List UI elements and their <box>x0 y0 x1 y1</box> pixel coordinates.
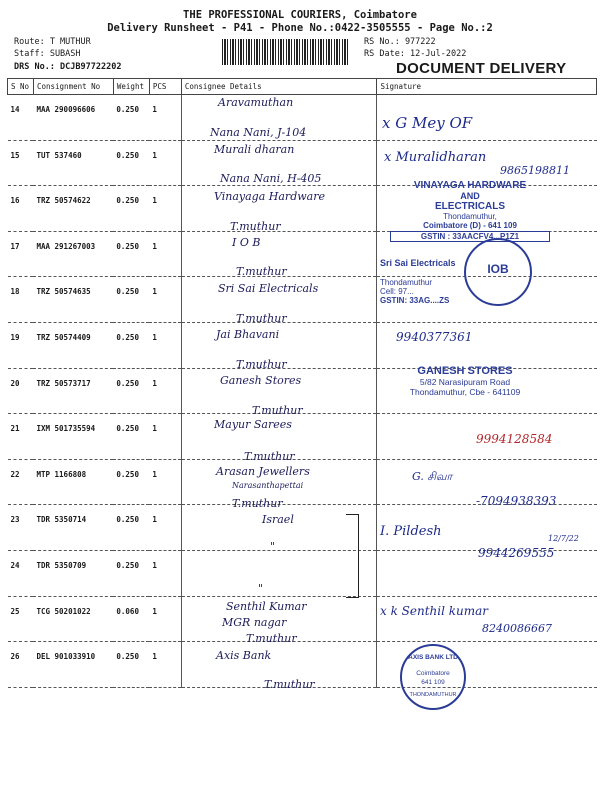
runsheet-subtitle: Delivery Runsheet - P41 - Phone No.:0422-3505555 - Page No.:2 <box>107 22 493 34</box>
consignee-name: Ganesh Stores <box>220 374 302 387</box>
consignee-address: T.muthur <box>230 220 281 233</box>
runsheet-title: THE PROFESSIONAL COURIERS, Coimbatore <box>183 9 417 21</box>
col-sno: S No <box>8 79 34 95</box>
signature: I. Pildesh <box>380 524 442 539</box>
weight-value: 0.250 <box>113 322 149 368</box>
weight-value: 0.250 <box>113 550 149 596</box>
serial-number: 20 <box>8 368 34 414</box>
consignee-address: T.muthur <box>236 312 287 325</box>
signature: x Muralidharan <box>384 150 487 165</box>
consignment-number: TRZ 50574409 <box>33 322 113 368</box>
drs-label: DRS No.: DCJB97722202 <box>14 62 122 72</box>
consignee-name: Vinayaga Hardware <box>214 190 325 203</box>
weight-value: 0.060 <box>113 596 149 642</box>
rs-number: RS No.: 977222 <box>364 37 436 47</box>
date-note: 12/7/22 <box>548 534 579 543</box>
weight-value: 0.250 <box>113 505 149 551</box>
consignee-address: Nana Nani, J-104 <box>210 126 307 139</box>
seal-text: AXIS BANK LTD <box>408 654 458 661</box>
consignment-number: TCG 50201022 <box>33 596 113 642</box>
consignee-name: Jai Bhavani <box>216 328 280 341</box>
col-weight: Weight <box>113 79 149 95</box>
weight-value: 0.250 <box>113 368 149 414</box>
pieces-count: 1 <box>149 505 181 551</box>
stamp-line: Coimbatore (D) - 641 109 <box>423 221 517 230</box>
consignee-name: Murali dharan <box>214 143 295 156</box>
weight-value: 0.250 <box>113 277 149 323</box>
table-row <box>8 505 597 551</box>
seal-text: 641 109 <box>421 679 445 686</box>
phone-note: 9994128584 <box>476 432 553 446</box>
document-delivery-stamp: DOCUMENT DELIVERY <box>396 60 567 77</box>
serial-number: 14 <box>8 95 34 141</box>
consignee-name: Arasan Jewellers <box>216 465 310 478</box>
stamp-line: ELECTRICALS <box>435 201 505 212</box>
ganesh-stores-stamp <box>380 365 550 397</box>
consignment-number: TRZ 50574622 <box>33 186 113 232</box>
serial-number: 17 <box>8 231 34 277</box>
ditto-mark: " <box>258 582 264 595</box>
pieces-count: 1 <box>149 322 181 368</box>
phone-note: 9944269555 <box>478 546 555 560</box>
stamp-line: GSTIN : 33AACFV4...P1Z1 <box>390 231 550 242</box>
serial-number: 25 <box>8 596 34 642</box>
consignee-name: Aravamuthan <box>218 96 294 109</box>
stamp-line: Sri Sai Electricals <box>380 258 456 268</box>
serial-number: 26 <box>8 642 34 688</box>
consignee-name: I O B <box>232 236 261 249</box>
consignee-address: T.muthur <box>232 497 283 510</box>
table-row <box>8 322 597 368</box>
signature: x G Mey OF <box>382 114 473 132</box>
serial-number: 19 <box>8 322 34 368</box>
pieces-count: 1 <box>149 186 181 232</box>
weight-value: 0.250 <box>113 459 149 505</box>
consignee-name: Mayur Sarees <box>214 418 292 431</box>
consignment-number: TRZ 50574635 <box>33 277 113 323</box>
consignee-name: Sri Sai Electricals <box>218 282 319 295</box>
serial-number: 24 <box>8 550 34 596</box>
consignee-address: MGR nagar <box>222 616 287 629</box>
consignment-number: MTP 1166808 <box>33 459 113 505</box>
stamp-line: 5/82 Narasipuram Road <box>419 377 511 387</box>
weight-value: 0.250 <box>113 642 149 688</box>
bracket-mark <box>346 514 359 598</box>
consignee-name: Axis Bank <box>216 649 272 662</box>
iob-round-seal <box>464 238 532 306</box>
stamp-line: AND <box>460 191 480 201</box>
col-details: Consignee Details <box>181 79 377 95</box>
vinayaga-hardware-stamp <box>384 180 556 243</box>
pieces-count: 1 <box>149 95 181 141</box>
weight-value: 0.250 <box>113 95 149 141</box>
consignee-address: T.muthur <box>236 358 287 371</box>
seal-text: THONDAMUTHUR <box>409 692 457 698</box>
col-consignment: Consignment No <box>33 79 113 95</box>
consignee-address: T.muthur <box>244 450 295 463</box>
phone-note: 9940377361 <box>396 330 473 344</box>
barcode <box>222 39 350 65</box>
consignment-number: TDR 5350709 <box>33 550 113 596</box>
route-label: Route: T MUTHUR <box>14 37 91 47</box>
consignment-number: TDR 5350714 <box>33 505 113 551</box>
serial-number: 16 <box>8 186 34 232</box>
pieces-count: 1 <box>149 368 181 414</box>
seal-text: Coimbatore <box>416 670 450 677</box>
serial-number: 22 <box>8 459 34 505</box>
serial-number: 23 <box>8 505 34 551</box>
phone-note: 9865198811 <box>500 164 570 177</box>
consignee-address: T.muthur <box>236 265 287 278</box>
pieces-count: 1 <box>149 231 181 277</box>
pieces-count: 1 <box>149 550 181 596</box>
weight-value: 0.250 <box>113 231 149 277</box>
weight-value: 0.250 <box>113 140 149 186</box>
ditto-mark: " <box>270 540 276 553</box>
axis-bank-round-seal <box>400 644 466 710</box>
serial-number: 18 <box>8 277 34 323</box>
signature: G. சிவா <box>412 470 453 483</box>
consignment-number: MAA 291267003 <box>33 231 113 277</box>
col-signature: Signature <box>377 79 597 95</box>
consignee-name: Senthil Kumar <box>226 600 307 613</box>
pieces-count: 1 <box>149 642 181 688</box>
consignment-number: IXM 501735594 <box>33 414 113 460</box>
stamp-line: Thondamuthur, Cbe - 641109 <box>409 387 521 397</box>
table-header <box>8 79 597 95</box>
stamp-line: Thondamuthur, <box>443 212 497 221</box>
stamp-line: GSTIN: 33AG....ZS <box>380 296 450 305</box>
consignee-name: Israel <box>262 513 294 526</box>
col-pcs: PCS <box>149 79 181 95</box>
seal-text: IOB <box>487 262 509 276</box>
pieces-count: 1 <box>149 459 181 505</box>
consignment-number: MAA 290096606 <box>33 95 113 141</box>
phone-note: -7094938393 <box>476 494 557 508</box>
stamp-line: Cell: 97... <box>380 287 414 296</box>
consignee-address: T.muthur <box>252 404 303 417</box>
pieces-count: 1 <box>149 140 181 186</box>
consignment-number: TRZ 50573717 <box>33 368 113 414</box>
consignee-address: T.muthur <box>264 678 315 691</box>
stamp-line: VINAYAGA HARDWARE <box>413 180 527 191</box>
consignee-address: T.muthur <box>246 632 297 645</box>
staff-label: Staff: SUBASH <box>14 49 81 59</box>
stamp-line: Thondamuthur <box>380 278 433 287</box>
serial-number: 15 <box>8 140 34 186</box>
pieces-count: 1 <box>149 414 181 460</box>
consignment-number: DEL 901033910 <box>33 642 113 688</box>
pieces-count: 1 <box>149 596 181 642</box>
serial-number: 21 <box>8 414 34 460</box>
rs-date: RS Date: 12-Jul-2022 <box>364 49 467 59</box>
pieces-count: 1 <box>149 277 181 323</box>
consignee-address: Narasanthapettai <box>232 481 304 490</box>
stamp-line: GANESH STORES <box>417 365 513 377</box>
signature: x k Senthil kumar <box>380 604 489 618</box>
consignee-address: Nana Nani, H-405 <box>220 172 322 185</box>
consignment-number: TUT 537460 <box>33 140 113 186</box>
phone-note: 8240086667 <box>482 622 552 635</box>
weight-value: 0.250 <box>113 186 149 232</box>
weight-value: 0.250 <box>113 414 149 460</box>
